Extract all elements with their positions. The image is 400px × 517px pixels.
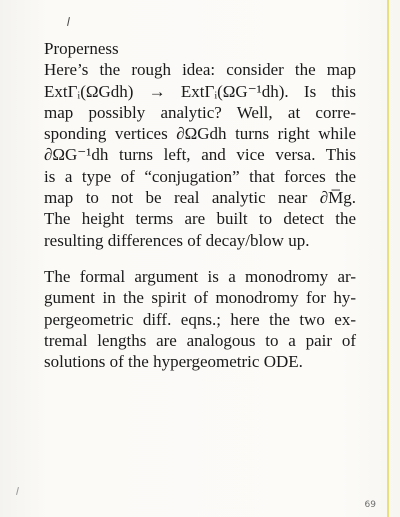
text-line: map to not be real analytic near ∂M̅g. [44,188,356,208]
document-body [44,38,356,372]
text-line: tremal lengths are analogous to a pair of [44,330,356,350]
page-number-mark: 69 [364,500,376,510]
paragraph-formal-argument [44,266,356,372]
text-line: The formal argument is a monodromy ar- [44,266,356,286]
pen-mark-bottom [16,487,19,495]
text-line: solutions of the hypergeometric ODE. [44,352,303,372]
text-line: gument in the spirit of monodromy for hy- [44,288,356,308]
text-line: map possibly analytic? Well, at corre- [44,102,356,122]
text-line: resulting differences of decay/blow up. [44,230,310,250]
paragraph-properness-idea [44,59,356,251]
text-line: Here’s the rough idea: consider the map [44,60,356,80]
text-line: is a type of “conjugation” that forces the [44,166,356,186]
text-line: ExtΓᵢ(ΩGdh) → ExtΓᵢ(ΩG⁻¹dh). Is this [44,81,356,101]
text-line: The height terms are built to detect the [44,209,356,229]
margin-rule [387,0,389,517]
pen-mark-top [67,17,70,26]
text-line: ∂ΩG⁻¹dh turns left, and vice versa. This [44,145,356,165]
section-heading: Properness [44,39,119,58]
text-line: pergeometric diff. eqns.; here the two ex- [44,309,356,329]
text-line: sponding vertices ∂ΩGdh turns right while [44,124,356,144]
